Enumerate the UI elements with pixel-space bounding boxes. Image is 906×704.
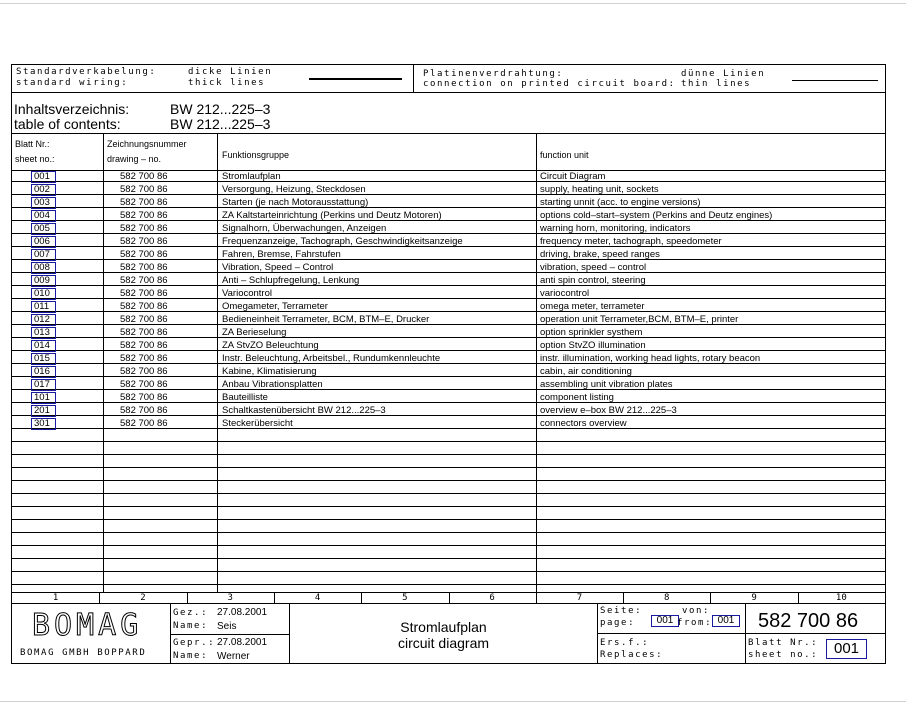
gez-label: Gez.: (173, 608, 209, 618)
function-unit-cell: omega meter, terrameter (540, 301, 645, 312)
grid-divider (710, 592, 711, 603)
sheetno-label: sheet no.: (748, 650, 819, 660)
grid-number: 6 (489, 593, 495, 603)
sheet-number-link[interactable]: 005 (31, 223, 56, 235)
legend-thick-en: thick lines (188, 78, 266, 88)
function-unit-cell: Circuit Diagram (540, 171, 606, 182)
drawing-number-cell: 582 700 86 (120, 288, 168, 299)
sheet-number-link[interactable]: 013 (31, 327, 56, 339)
grid-number: 9 (751, 593, 757, 603)
function-group-cell: Anbau Vibrationsplatten (222, 379, 323, 390)
drawing-number-cell: 582 700 86 (120, 301, 168, 312)
grid-number: 2 (140, 593, 146, 603)
sheet-number-link[interactable]: 012 (31, 314, 56, 326)
row-rule (12, 506, 885, 507)
sheet-number-link[interactable]: 015 (31, 353, 56, 365)
toc-label-en: table of contents: (14, 116, 121, 132)
sheet-number-box: 001 (826, 639, 867, 659)
legend-divider (413, 65, 414, 92)
name-value-2: Werner (217, 651, 250, 662)
from-label: from: (677, 618, 713, 628)
legend-bottom-rule (12, 92, 885, 93)
thin-line-sample (792, 80, 878, 81)
tb-rule-names (170, 634, 289, 635)
sheet-number-link[interactable]: 201 (31, 405, 56, 417)
function-unit-cell: supply, heating unit, sockets (540, 184, 659, 195)
header-sheet-en: sheet no.: (15, 154, 55, 164)
sheet-number-link[interactable]: 009 (31, 275, 56, 287)
bomag-logo: BOMAG (32, 608, 143, 643)
function-unit-cell: instr. illumination, working head lights, rotary beacon (540, 353, 761, 364)
function-group-cell: Vibration, Speed – Control (222, 262, 334, 273)
sheet-number-link[interactable]: 301 (31, 418, 56, 430)
function-unit-cell: starting unnit (acc. to engine versions) (540, 197, 701, 208)
legend-thin-en: thin lines (681, 79, 752, 89)
toc-label-de: Inhaltsverzeichnis: (14, 101, 130, 117)
drawing-number-cell: 582 700 86 (120, 275, 168, 286)
seite-label: Seite: (600, 606, 643, 616)
grid-number: 4 (314, 593, 321, 603)
title-en: circuit diagram (397, 635, 490, 651)
function-group-cell: Steckerübersicht (222, 418, 293, 429)
drawing-number-cell: 582 700 86 (120, 223, 168, 234)
function-group-cell: Anti – Schlupfregelung, Lenkung (222, 275, 360, 286)
header-sheet-de: Blatt Nr.: (15, 139, 50, 149)
function-unit-cell: warning horn, monitoring, indicators (540, 223, 691, 234)
header-group: Funktionsgruppe (222, 150, 290, 160)
function-unit-cell: connectors overview (540, 418, 627, 429)
sheet-number-link[interactable]: 101 (31, 392, 56, 404)
function-unit-cell: component listing (540, 392, 614, 403)
drawing-number: 582 700 86 (758, 610, 859, 632)
row-rule (12, 480, 885, 481)
sheet-number-link[interactable]: 003 (31, 197, 56, 209)
function-unit-cell: options cold–start–system (Perkins and Deutz engines) (540, 210, 773, 221)
drawing-number-cell: 582 700 86 (120, 366, 168, 377)
drawing-number-cell: 582 700 86 (120, 249, 168, 260)
grid-number: 7 (576, 593, 583, 603)
function-unit-cell: driving, brake, speed ranges (540, 249, 660, 260)
drawing-number-cell: 582 700 86 (120, 392, 168, 403)
function-group-cell: Variocontrol (222, 288, 272, 299)
legend-standard-de: Standardverkabelung: (16, 67, 157, 77)
grid-number: 5 (402, 593, 408, 603)
row-rule (12, 519, 885, 520)
row-rule (12, 441, 885, 442)
grid-divider (361, 592, 362, 603)
sheet-number-link[interactable]: 016 (31, 366, 56, 378)
drawing-number-cell: 582 700 86 (120, 327, 168, 338)
page-number-box: 001 (651, 615, 679, 627)
function-group-cell: Bauteilliste (222, 392, 268, 403)
page-bottom-rule (0, 701, 906, 702)
function-unit-cell: vibration, speed – control (540, 262, 647, 273)
function-group-cell: Instr. Beleuchtung, Arbeitsbel., Rundumkennleuchte (222, 353, 441, 364)
drawing-number-cell: 582 700 86 (120, 184, 168, 195)
grid-strip-bottom (12, 603, 885, 604)
sheet-number-link[interactable]: 002 (31, 184, 56, 196)
grid-divider (449, 592, 450, 603)
page-top-rule (0, 3, 906, 4)
name-label-2: Name: (173, 651, 209, 661)
sheet-number-link[interactable]: 007 (31, 249, 56, 261)
sheet-number-link[interactable]: 008 (31, 262, 56, 274)
sheet-number-link[interactable]: 011 (31, 301, 56, 313)
blatt-label: Blatt Nr.: (748, 638, 819, 648)
drawing-number-cell: 582 700 86 (120, 379, 168, 390)
function-group-cell: ZA Berieselung (222, 327, 287, 338)
from-number-box: 001 (712, 615, 740, 627)
function-unit-cell: variocontrol (540, 288, 590, 299)
function-group-cell: Kabine, Klimatisierung (222, 366, 317, 377)
row-rule (12, 454, 885, 455)
row-rule (12, 493, 885, 494)
von-label: von: (682, 606, 711, 616)
drawing-number-cell: 582 700 86 (120, 197, 168, 208)
drawing-number-cell: 582 700 86 (120, 171, 168, 182)
function-group-cell: Frequenzanzeige, Tachograph, Geschwindigkeitsanzeige (222, 236, 463, 247)
function-unit-cell: frequency meter, tachograph, speedometer (540, 236, 722, 247)
legend-board-de: Platinenverdrahtung: (423, 69, 564, 79)
function-group-cell: Starten (je nach Motorausstattung) (222, 197, 369, 208)
gepr-label: Gepr.: (173, 638, 216, 648)
function-group-cell: ZA StvZO Beleuchtung (222, 340, 319, 351)
sheet-number-link[interactable]: 010 (31, 288, 56, 300)
grid-divider (187, 592, 188, 603)
sheet-number-link[interactable]: 004 (31, 210, 56, 222)
grid-divider (274, 592, 275, 603)
function-group-cell: ZA Kaltstarteinrichtung (Perkins und Deutz Motoren) (222, 210, 442, 221)
page-label: page: (600, 618, 636, 628)
gepr-date: 27.08.2001 (217, 637, 268, 648)
replaces-label: Replaces: (600, 650, 664, 660)
row-rule (12, 584, 885, 585)
function-group-cell: Versorgung, Heizung, Steckdosen (222, 184, 366, 195)
function-group-cell: Schaltkastenübersicht BW 212...225–3 (222, 405, 386, 416)
header-drawing-en: drawing – no. (107, 154, 162, 164)
function-group-cell: Bedieneinheit Terrameter, BCM, BTM–E, Drucker (222, 314, 430, 325)
tb-rule-page (597, 633, 745, 634)
grid-number: 1 (52, 593, 59, 603)
drawing-number-cell: 582 700 86 (120, 236, 168, 247)
function-unit-cell: anti spin control, steering (540, 275, 646, 286)
header-drawing-de: Zeichnungsnummer (107, 139, 187, 149)
title-de: Stromlaufplan (400, 619, 487, 635)
drawing-number-cell: 582 700 86 (120, 340, 168, 351)
drawing-number-cell: 582 700 86 (120, 353, 168, 364)
row-rule (12, 532, 885, 533)
function-unit-cell: option sprinkler systhem (540, 327, 643, 338)
function-group-cell: Stromlaufplan (222, 171, 281, 182)
drawing-number-cell: 582 700 86 (120, 418, 168, 429)
toc-model-de: BW 212...225–3 (170, 101, 271, 117)
name-value-1: Seis (217, 621, 237, 632)
row-rule (12, 571, 885, 572)
row-rule (12, 545, 885, 546)
grid-number: 3 (227, 593, 233, 603)
function-group-cell: Fahren, Bremse, Fahrstufen (222, 249, 341, 260)
drawing-number-cell: 582 700 86 (120, 262, 168, 273)
grid-divider (99, 592, 100, 603)
sheet-number-link[interactable]: 006 (31, 236, 56, 248)
row-rule (12, 558, 885, 559)
drawing-sheet (11, 64, 886, 664)
grid-divider (536, 592, 537, 603)
function-unit-cell: assembling unit vibration plates (540, 379, 673, 390)
grid-number: 8 (664, 593, 670, 603)
function-unit-cell: operation unit Terrameter,BCM, BTM–E, printer (540, 314, 739, 325)
legend-thin-de: dünne Linien (681, 69, 766, 79)
grid-divider (798, 592, 799, 603)
ersf-label: Ers.f.: (600, 638, 650, 648)
drawing-number-cell: 582 700 86 (120, 314, 168, 325)
legend-thick-de: dicke Linien (188, 67, 273, 77)
company-name: BOMAG GMBH BOPPARD (20, 648, 147, 658)
function-unit-cell: option StvZO illumination (540, 340, 646, 351)
sheet-number-link[interactable]: 001 (31, 171, 56, 183)
drawing-number-cell: 582 700 86 (120, 210, 168, 221)
legend-board-en: connection on printed circuit board: (423, 79, 676, 89)
row-rule (12, 467, 885, 468)
sheet-number-link[interactable]: 017 (31, 379, 56, 391)
tb-rule-number (745, 633, 885, 634)
legend-standard-en: standard wiring: (16, 78, 129, 88)
function-group-cell: Signalhorn, Überwachungen, Anzeigen (222, 223, 387, 234)
function-unit-cell: cabin, air conditioning (540, 366, 632, 377)
sheet-number-link[interactable]: 014 (31, 340, 56, 352)
header-unit: function unit (540, 150, 589, 160)
tb-divider-logo (170, 603, 171, 663)
function-unit-cell: overview e–box BW 212...225–3 (540, 405, 677, 416)
drawing-number-cell: 582 700 86 (120, 405, 168, 416)
grid-number: 10 (835, 593, 847, 603)
function-group-cell: Omegameter, Terrameter (222, 301, 328, 312)
name-label-1: Name: (173, 621, 209, 631)
toc-bottom-rule (12, 133, 885, 134)
thick-line-sample (309, 78, 402, 80)
grid-divider (623, 592, 624, 603)
gez-date: 27.08.2001 (217, 607, 268, 618)
toc-model-en: BW 212...225–3 (170, 116, 271, 132)
